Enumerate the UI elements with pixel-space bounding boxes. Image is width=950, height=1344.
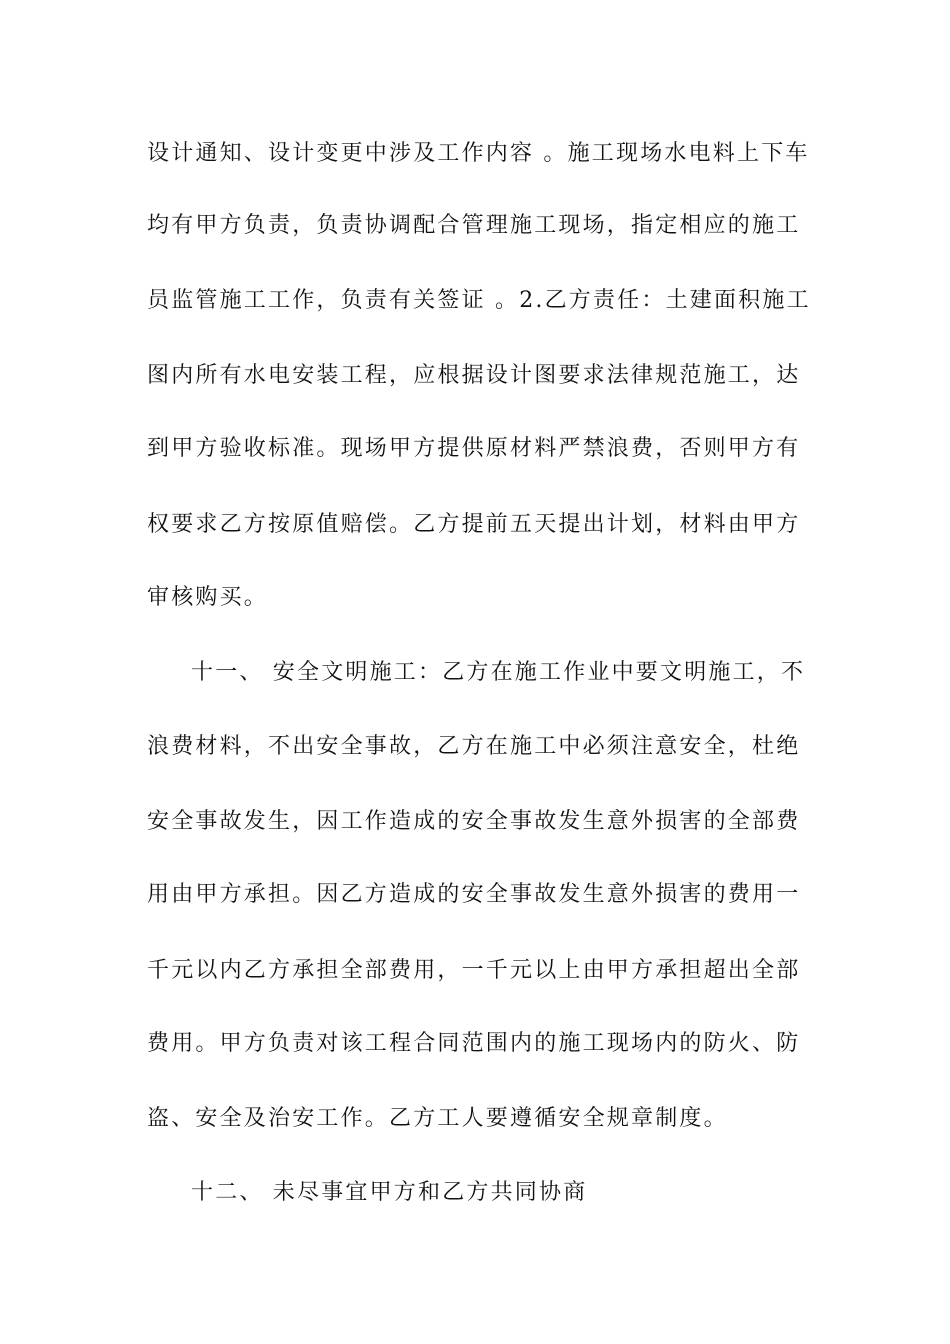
paragraph-1-line-3: 员监管施工工作，负责有关签证 。2.乙方责任：土建面积施工 [147,288,811,313]
paragraph-2-line-5: 千元以内乙方承担全部费用，一千元以上由甲方承担超出全部 [147,958,801,983]
paragraph-1-line-7: 审核购买。 [147,585,269,610]
paragraph-3-line-1: 十二、 未尽事宜甲方和乙方共同协商 [191,1180,588,1205]
paragraph-2-line-6: 费用。甲方负责对该工程合同范围内的施工现场内的防火、防 [147,1031,801,1056]
paragraph-2-line-1: 十一、 安全文明施工：乙方在施工作业中要文明施工，不 [191,660,806,685]
paragraph-2-line-2: 浪费材料，不出安全事故，乙方在施工中必须注意安全，杜绝 [147,734,801,759]
paragraph-1-line-2: 均有甲方负责，负责协调配合管理施工现场，指定相应的施工 [147,213,801,238]
paragraph-2-line-3: 安全事故发生，因工作造成的安全事故发生意外损害的全部费 [147,809,801,834]
paragraph-2-line-4: 用由甲方承担。因乙方造成的安全事故发生意外损害的费用一 [147,882,801,907]
paragraph-1-line-1: 设计通知、设计变更中涉及工作内容 。施工现场水电料上下车 [147,141,810,166]
paragraph-1-line-5: 到甲方验收标准。现场甲方提供原材料严禁浪费，否则甲方有 [147,436,801,461]
paragraph-1-line-6: 权要求乙方按原值赔偿。乙方提前五天提出计划，材料由甲方 [147,512,801,537]
paragraph-2-line-7: 盗、安全及治安工作。乙方工人要遵循安全规章制度。 [147,1106,728,1131]
paragraph-1-line-4: 图内所有水电安装工程，应根据设计图要求法律规范施工，达 [147,363,801,388]
